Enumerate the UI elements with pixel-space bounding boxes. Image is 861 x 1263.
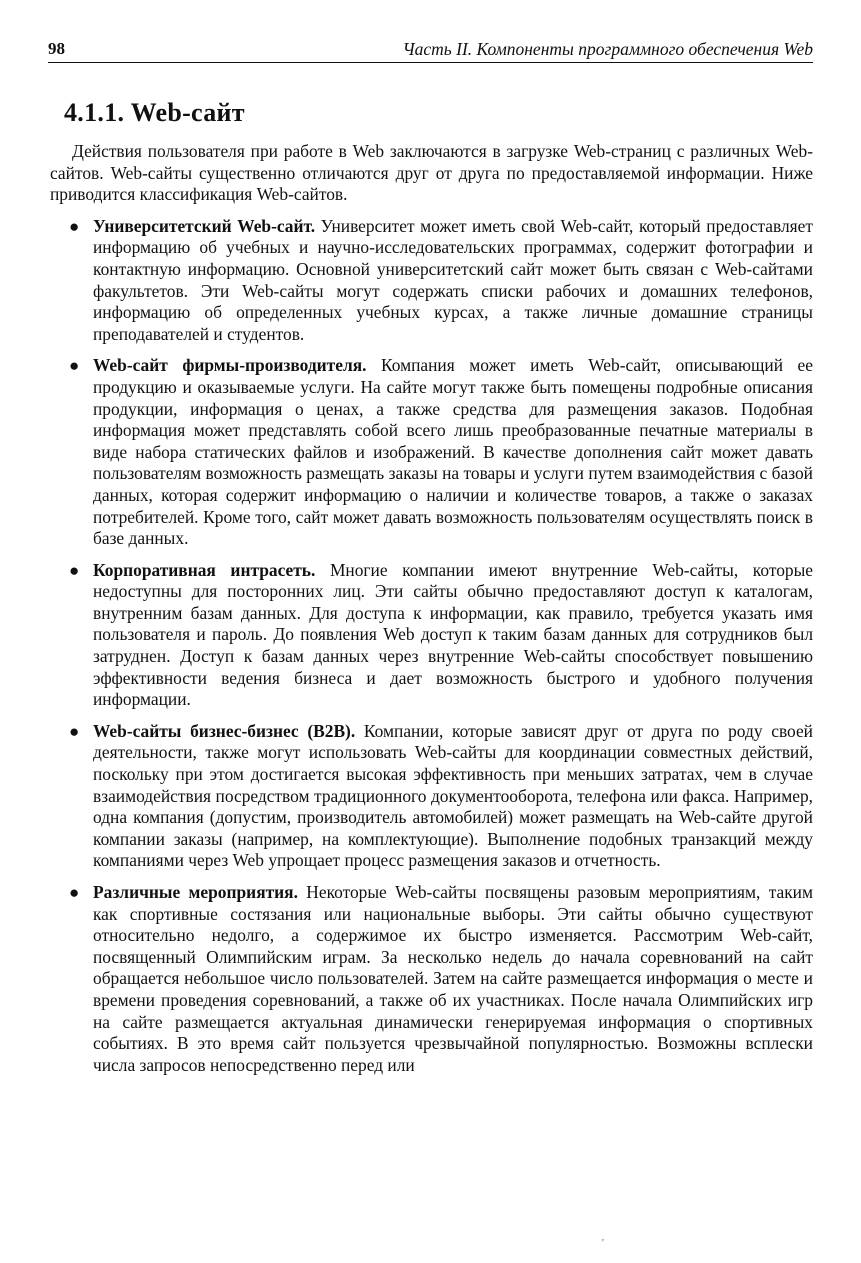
list-item-manufacturer: [50, 355, 813, 549]
list-item-text: Компании, которые зависят друг от друга по роду своей деятельности, также могут использовать Web-сайты для координации совместных действий, поскольку при этом достигается высокая эффективность при меньших затратах, чем в случае взаимодействия посредством традиционного документооборота, телефона или факса. Например, одна компания (допустим, производитель автомобилей) может размещать на Web-сайте другой компании заказы (например, на комплектующие). Выполнение подобных транзакций между компаниями через Web упрощает процесс размещения заказов и отчетность.: [93, 720, 813, 871]
bullet-icon: ●: [69, 356, 80, 376]
running-header: [48, 38, 813, 63]
list-item-title: Корпоративная интрасеть.: [93, 559, 316, 580]
bullet-icon: ●: [69, 721, 80, 741]
list-item-text: Многие компании имеют внутренние Web-сайты, которые недоступны для посторонних лиц. Эти сайты обычно предоставляют доступ к каталогам, внутренним базам данных. Для доступа к информации, как правило, требуется указать имя пользователя и пароль. До появления Web доступ к таким базам данных для сотрудников был затруднен. Доступ к базам данных через внутренние Web-сайты способствует повышению эффективности ведения бизнеса и дает возможность быстрого и удобного получения информации.: [93, 559, 813, 710]
list-item-title: Университетский Web-сайт.: [93, 215, 316, 236]
list-item-university: [50, 216, 813, 346]
list-item-text: Университет может иметь свой Web-сайт, который предоставляет информацию об учебных и научно-исследовательских программах, содержит фотографии и контактную информацию. Основной университетский сайт может быть связан с Web-сайтами факультетов. Эти Web-сайты могут содержать списки рабочих и домашних телефонов, информацию об определенных учебных курсах, а также личные домашние страницы преподавателей и студентов.: [93, 215, 813, 344]
list-item-text: Компания может иметь Web-сайт, описывающий ее продукцию и оказываемые услуги. На сайте могут также быть помещены подробные описания продукции, информация о ценах, а также средства для размещения заказов. Подобная информация может представлять собой всего лишь преобразованные печатные материалы в виде набора статических файлов и изображений. В качестве дополнения сайт может давать пользователям возможность размещать заказы на товары и услуги путем взаимодействия с базой данных, которая содержит информацию о наличии и количестве товаров, а также о заказах потребителей. Кроме того, сайт может давать возможность пользователям осуществлять поиск в базе данных.: [93, 355, 813, 549]
section-heading: 4.1.1. Web-сайт: [64, 98, 245, 127]
list-item-b2b: [50, 721, 813, 872]
running-header-title: Часть II. Компоненты программного обеспечения Web: [402, 39, 813, 59]
list-item-title: Web-сайт фирмы-производителя.: [93, 355, 367, 376]
list-item-events: [50, 882, 813, 1076]
list-item-intranet: [50, 560, 813, 711]
intro-paragraph: Действия пользователя при работе в Web заключаются в загрузке Web-страниц с различных Web-сайтов. Web-сайты существенно отличаются друг от друга по предоставляемой информации. Ниже приводится классификация Web-сайтов.: [50, 141, 813, 205]
bullet-icon: ●: [69, 883, 80, 902]
list-item-title: Различные мероприятия.: [93, 882, 298, 902]
body-text: [50, 141, 813, 1086]
bullet-icon: ●: [69, 216, 80, 236]
list-item-title: Web-сайты бизнес-бизнес (B2B).: [93, 720, 356, 741]
print-speck: ': [602, 1238, 604, 1249]
list-item-text: Некоторые Web-сайты посвящены разовым мероприятиям, таким как спортивные состязания или национальные выборы. Эти сайты обычно существуют относительно недолго, а содержимое их быстро изменяется. Рассмотрим Web-сайт, посвященный Олимпийским играм. За несколько недель до начала соревнований на сайт обращается небольшое число пользователей. Затем на сайте размещается информация о месте и времени проведения соревнований, а также об их участниках. После начала Олимпийских игр на сайте размещается актуальная динамически генерируемая информация о спортивных событиях. В это время сайт пользуется чрезвычайной популярностью. Возможны всплески числа запросов непосредственно перед или: [93, 882, 813, 1075]
page-number: 98: [48, 39, 65, 58]
classification-list: [50, 216, 813, 1077]
bullet-icon: ●: [69, 560, 80, 580]
